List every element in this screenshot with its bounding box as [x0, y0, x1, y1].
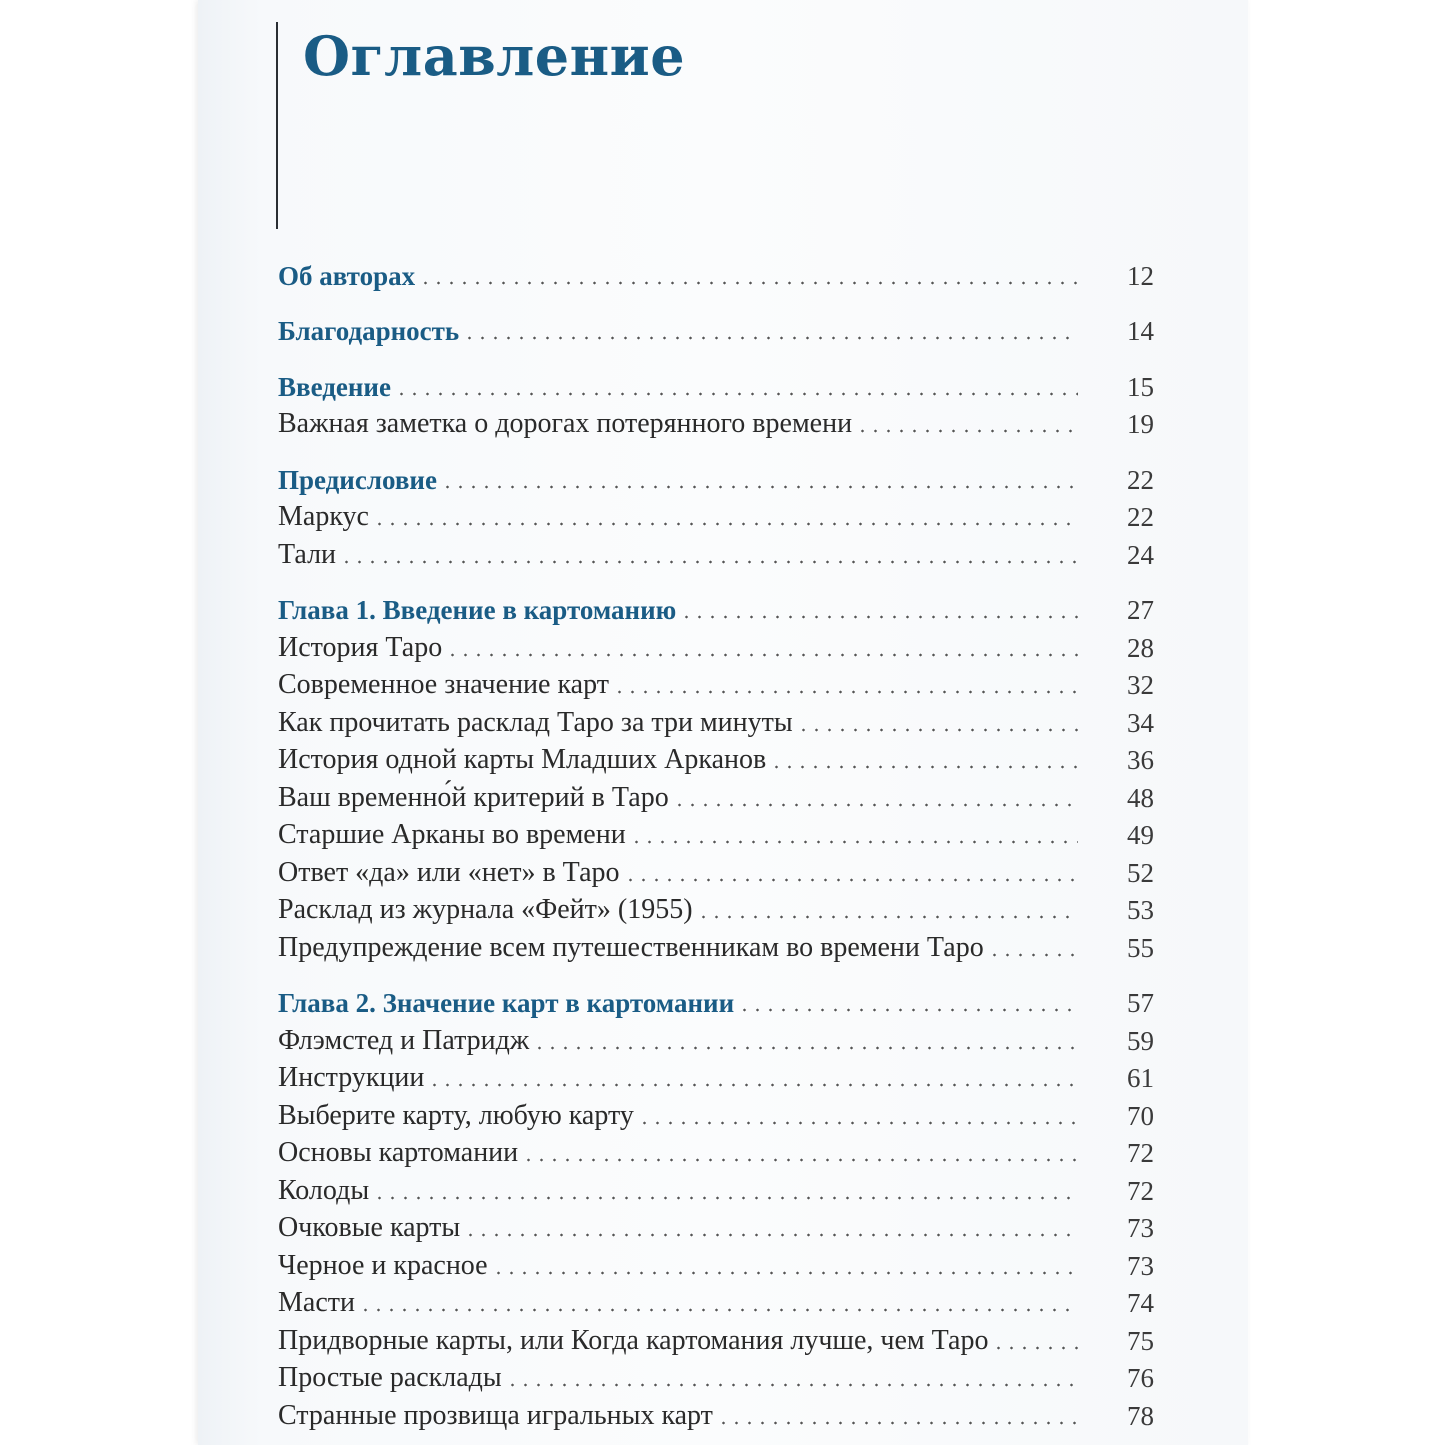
toc-page-number: 34	[1127, 707, 1154, 738]
dot-leader	[738, 1008, 1078, 1012]
dot-leader	[624, 878, 1079, 882]
toc-entry-label: Ваш временно́й критерий в Таро	[278, 781, 669, 813]
toc-page-number: 22	[1127, 502, 1154, 532]
toc-entry[interactable]	[278, 1355, 1154, 1393]
toc-page-number: 59	[1127, 1025, 1154, 1056]
toc-page-number: 61	[1127, 1063, 1154, 1093]
toc-entry-label: Введение	[278, 371, 391, 402]
toc-entry-label: Об авторах	[278, 260, 416, 291]
toc-chapter-entry[interactable]	[278, 980, 1154, 1018]
toc-chapter-entry[interactable]	[278, 363, 1154, 402]
toc-page-number: 15	[1127, 371, 1154, 402]
dot-leader	[717, 1421, 1078, 1425]
toc-entry[interactable]	[278, 401, 1154, 439]
toc-entry[interactable]	[278, 774, 1154, 813]
toc-entry[interactable]	[278, 624, 1154, 663]
toc-entry-label: Масти	[278, 1287, 355, 1318]
toc-page-number: 72	[1127, 1175, 1154, 1206]
toc-entry-label: Очковые карты	[278, 1212, 461, 1243]
dot-leader	[463, 336, 1078, 340]
toc-page-number: 73	[1127, 1213, 1154, 1243]
dot-leader	[446, 653, 1078, 657]
dot-leader	[797, 728, 1078, 732]
toc-entry[interactable]	[278, 737, 1154, 775]
toc-entry[interactable]	[278, 1205, 1154, 1243]
toc-entry-label: Инструкции	[278, 1062, 425, 1093]
toc-entry-label: Простые расклады	[278, 1362, 502, 1393]
dot-leader	[419, 281, 1078, 285]
table-of-contents	[278, 252, 1154, 1431]
toc-entry-label: Маркус	[278, 501, 369, 532]
toc-page-number: 14	[1127, 316, 1154, 346]
dot-leader	[373, 522, 1078, 526]
dot-leader	[630, 840, 1078, 844]
dot-leader	[988, 953, 1078, 957]
toc-entry-label: Расклад из журнала «Фейт» (1955)	[278, 894, 693, 925]
toc-entry[interactable]	[278, 1017, 1154, 1056]
toc-entry-label: Глава 2. Значение карт в картомании	[278, 988, 735, 1018]
toc-entry-label: Современное значение карт	[278, 669, 609, 700]
toc-page-number: 22	[1127, 464, 1154, 495]
dot-leader	[441, 485, 1078, 489]
toc-page-number: 72	[1127, 1138, 1154, 1168]
toc-entry-label: Основы картомании	[278, 1137, 519, 1168]
toc-page-number: 52	[1127, 857, 1154, 888]
toc-page-number: 28	[1127, 632, 1154, 663]
toc-entry-label: Флэмстед и Патридж	[278, 1024, 530, 1056]
dot-leader	[359, 1308, 1078, 1312]
dot-leader	[638, 1121, 1078, 1125]
dot-leader	[613, 690, 1078, 694]
toc-entry[interactable]	[278, 849, 1154, 888]
dot-leader	[992, 1346, 1078, 1350]
page-title: Оглавление	[303, 24, 686, 88]
toc-entry[interactable]	[278, 494, 1154, 532]
toc-page-number: 48	[1127, 782, 1154, 813]
dot-leader	[856, 429, 1078, 433]
toc-entry[interactable]	[278, 1280, 1154, 1318]
toc-page-number: 75	[1127, 1325, 1154, 1356]
dot-leader	[770, 765, 1078, 769]
dot-leader	[673, 803, 1078, 807]
toc-entry[interactable]	[278, 1242, 1154, 1281]
toc-entry-label: Придворные карты, или Когда картомания лучше, чем Таро	[278, 1324, 989, 1356]
toc-entry-label: Предисловие	[278, 464, 437, 495]
toc-page-number: 57	[1127, 988, 1154, 1018]
toc-entry-label: Черное и красное	[278, 1249, 488, 1281]
toc-chapter-entry[interactable]	[278, 308, 1154, 346]
toc-entry[interactable]	[278, 1317, 1154, 1356]
toc-entry-label: Предупреждение всем путешественникам во времени Таро	[278, 931, 984, 963]
toc-entry[interactable]	[278, 662, 1154, 700]
toc-entry-label: Колоды	[278, 1174, 370, 1206]
dot-leader	[492, 1271, 1078, 1275]
toc-page-number: 70	[1127, 1100, 1154, 1131]
toc-entry-label: Ответ «да» или «нет» в Таро	[278, 856, 620, 888]
toc-page-number: 73	[1127, 1250, 1154, 1281]
dot-leader	[533, 1046, 1078, 1050]
toc-entry[interactable]	[278, 1392, 1154, 1431]
toc-entry[interactable]	[278, 699, 1154, 738]
toc-entry[interactable]	[278, 1092, 1154, 1131]
toc-entry[interactable]	[278, 924, 1154, 963]
toc-page-number: 24	[1127, 539, 1154, 570]
toc-page-number: 55	[1127, 932, 1154, 963]
dot-leader	[680, 615, 1078, 619]
toc-page-number: 74	[1127, 1288, 1154, 1318]
toc-page-number: 78	[1127, 1400, 1154, 1431]
title-rule	[276, 22, 278, 229]
toc-entry-label: История Таро	[278, 631, 443, 663]
toc-chapter-entry[interactable]	[278, 587, 1154, 625]
toc-entry-label: Как прочитать расклад Таро за три минуты	[278, 706, 793, 738]
dot-leader	[464, 1233, 1078, 1237]
toc-page-number: 53	[1127, 895, 1154, 925]
toc-entry-label: Выберите карту, любую карту	[278, 1099, 634, 1131]
toc-chapter-entry[interactable]	[278, 252, 1154, 291]
toc-page-number: 49	[1127, 820, 1154, 850]
toc-entry-label: Тали	[278, 538, 337, 570]
toc-chapter-entry[interactable]	[278, 456, 1154, 495]
toc-page-number: 36	[1127, 745, 1154, 775]
dot-leader	[373, 1196, 1078, 1200]
toc-entry[interactable]	[278, 1130, 1154, 1168]
toc-entry-label: Благодарность	[278, 316, 460, 346]
dot-leader	[395, 392, 1078, 396]
dot-leader	[522, 1158, 1078, 1162]
dot-leader	[697, 915, 1078, 919]
toc-page-number: 19	[1127, 409, 1154, 439]
dot-leader	[506, 1383, 1078, 1387]
toc-entry[interactable]	[278, 887, 1154, 925]
toc-page-number: 27	[1127, 595, 1154, 625]
toc-page-number: 12	[1127, 260, 1154, 291]
toc-entry[interactable]	[278, 812, 1154, 850]
toc-entry[interactable]	[278, 531, 1154, 570]
toc-entry-label: История одной карты Младших Арканов	[278, 744, 767, 775]
toc-entry[interactable]	[278, 1167, 1154, 1206]
toc-entry-label: Важная заметка о дорогах потерянного времени	[278, 408, 853, 439]
toc-entry-label: Странные прозвища игральных карт	[278, 1399, 713, 1431]
toc-page-number: 32	[1127, 670, 1154, 700]
toc-entry-label: Старшие Арканы во времени	[278, 819, 626, 850]
toc-page-number: 76	[1127, 1363, 1154, 1393]
dot-leader	[340, 560, 1078, 564]
toc-entry[interactable]	[278, 1055, 1154, 1093]
dot-leader	[428, 1083, 1078, 1087]
toc-entry-label: Глава 1. Введение в картоманию	[278, 595, 677, 625]
